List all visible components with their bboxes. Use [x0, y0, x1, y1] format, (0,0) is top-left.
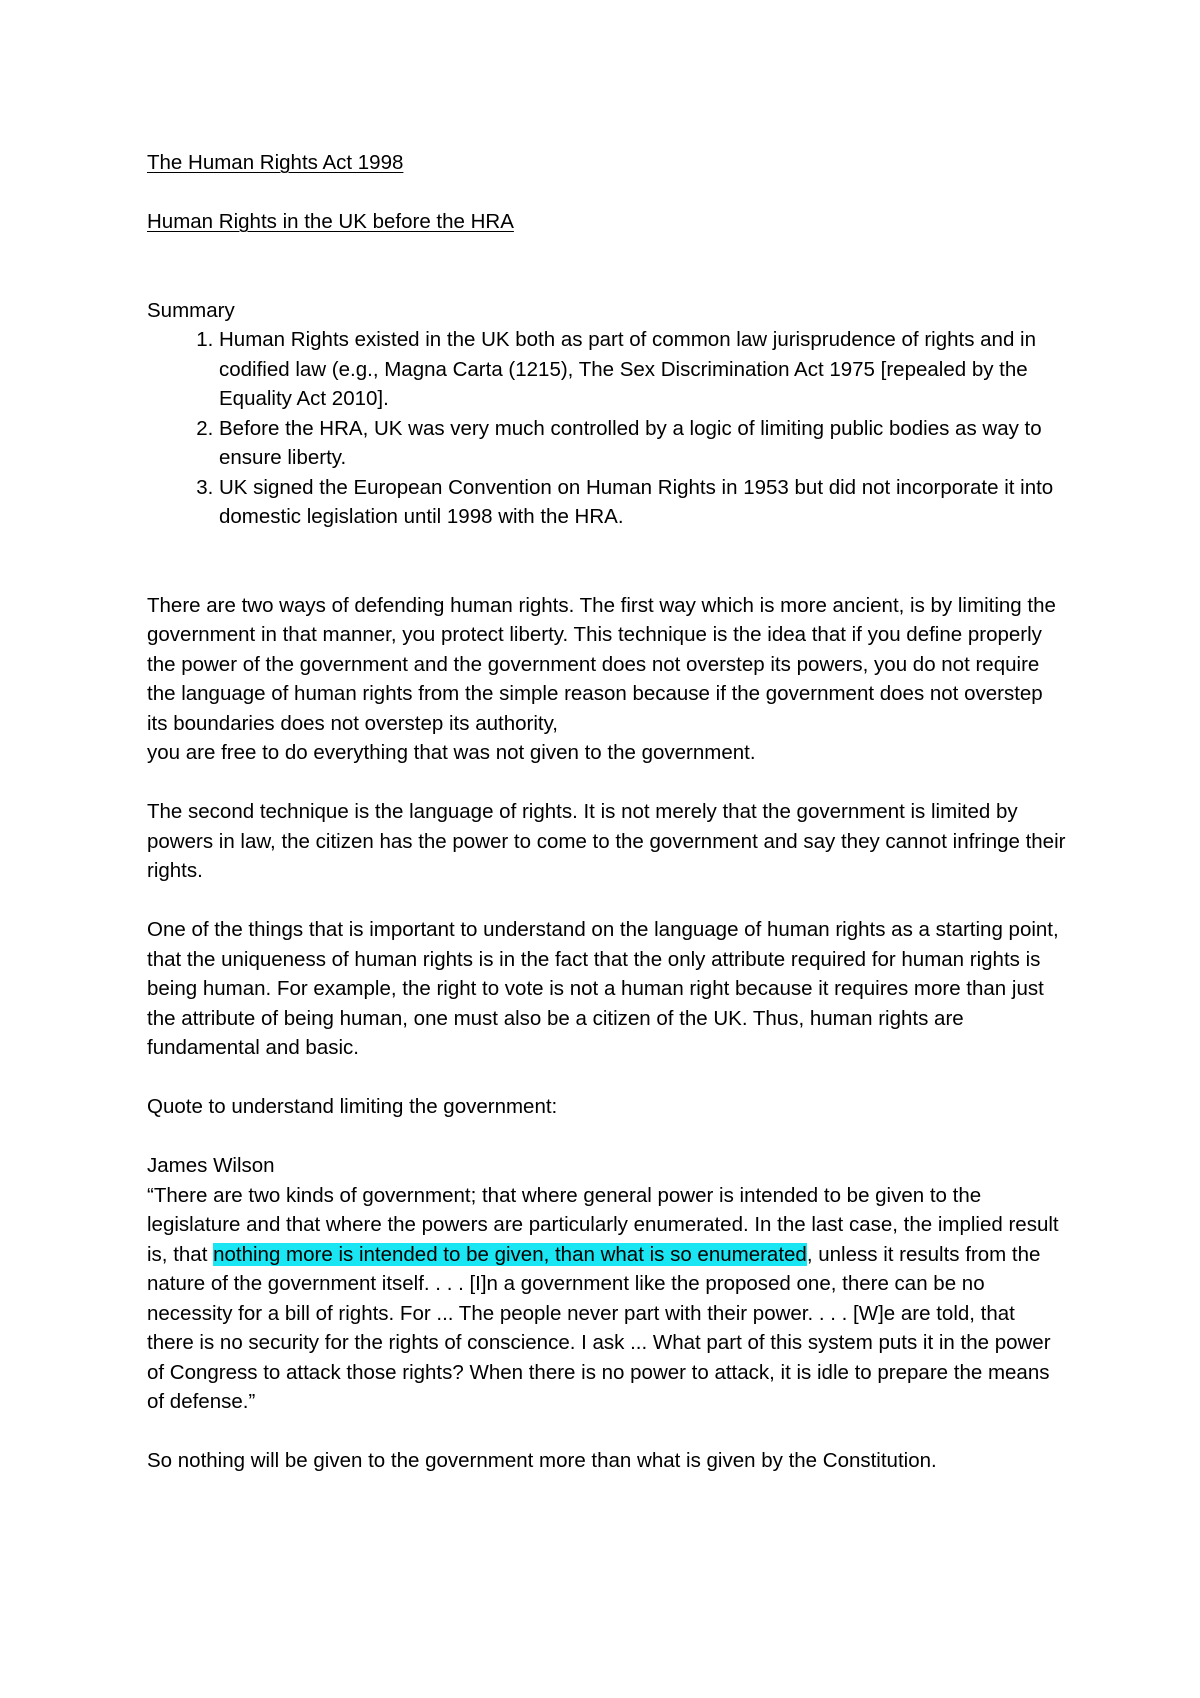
document-title: The Human Rights Act 1998 — [147, 151, 404, 174]
summary-item: 3. UK signed the European Convention on Human Rights in 1953 but did not incorporate it into domestic legislation until 1998 with the HRA. — [219, 473, 1067, 532]
quote-text — [147, 1181, 1067, 1417]
quote-text-end: , unless it results from the nature of the government itself. . . . [I]n a government like the proposed one, there can be no necessity for a bill of rights. For ... The people never part with their power. . . . [W]e are told, that there is no security for the rights of conscience. I ask ... What part of this system puts it in the power of Congress to attack those rights? When there is no power to attack, it is idle to prepare the means of defense.” — [147, 1242, 1051, 1413]
summary-list — [147, 325, 1067, 532]
summary-item: 1. Human Rights existed in the UK both as part of common law jurisprudence of rights and in codified law (e.g., Magna Carta (1215), The Sex Discrimination Act 1975 [repealed by the Equality Act 2010]. — [219, 325, 1067, 414]
quote-text-start: “There are two kinds of government; that where general power is intended to be given to the legislature and that where the powers are particularly enumerated. In the last case, the implied result is, that — [147, 1183, 1059, 1266]
section-heading: Human Rights in the UK before the HRA — [147, 210, 514, 233]
paragraph-two-ways-end: you are free to do everything that was not given to the government. — [147, 741, 756, 764]
paragraph-uniqueness: One of the things that is important to understand on the language of human rights as a starting point, that the uniqueness of human rights is in the fact that the only attribute required for human rights is being human. For example, the right to vote is not a human right because it requires more than just the attribute of being human, one must also be a citizen of the UK. Thus, human rights are fundamental and basic. — [147, 918, 1059, 1059]
summary-heading: Summary — [147, 298, 235, 322]
quote-author: James Wilson — [147, 1154, 275, 1177]
highlighted-text: nothing more is intended to be given, than what is so enumerated — [213, 1242, 807, 1266]
document-page — [147, 148, 1067, 1476]
paragraph-two-ways: There are two ways of defending human rights. The first way which is more ancient, is by limiting the government in that manner, you protect liberty. This technique is the idea that if you define properly the power of the government and the government does not overstep its powers, you do not require the language of human rights from the simple reason because if the government does not overstep its boundaries does not overstep its authority, — [147, 593, 1056, 735]
conclusion: So nothing will be given to the government more than what is given by the Constitution. — [147, 1449, 937, 1472]
quote-intro: Quote to understand limiting the government: — [147, 1095, 558, 1118]
summary-item: 2. Before the HRA, UK was very much controlled by a logic of limiting public bodies as way to ensure liberty. — [219, 414, 1067, 473]
paragraph-second-technique: The second technique is the language of rights. It is not merely that the government is limited by powers in law, the citizen has the power to come to the government and say they cannot infringe their rights. — [147, 800, 1066, 882]
